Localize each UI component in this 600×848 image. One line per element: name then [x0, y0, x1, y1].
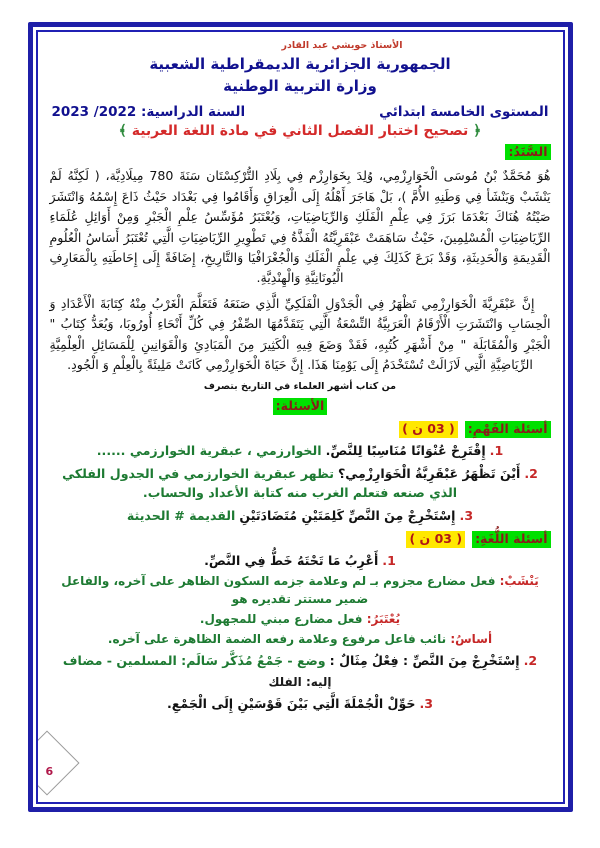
- answer-lead: يُعْتَبَرُ:: [366, 612, 401, 627]
- answer-text: تظهر عبقرية الخوارزمي في الجدول الفلكي الذي صنعه فتعلم الغرب منه كتابة الأعداد والحساب.: [62, 465, 458, 501]
- language-answer-1c: [48, 630, 553, 648]
- questions-header-label: الأسئلة:: [273, 398, 328, 415]
- sanad-paragraph-1: هُوَ مُحَمَّدٌ بْنُ مُوسَى الْخَوَارِزْمِي، وُلِدَ بِخَوَارِزْم فِي بِلَادِ التُّرْكِسْتَان سَنَةَ 780 مِيلَادِيَّة، ( لَكِنَّهُ لَمْ يَنْشَبْ وَيَنْشَأ فِي وَطَنِهِ الأُمَّ )، بَلْ هَاجَرَ أَهْلُهُ إِلَى الْعِرَاقِ وَأَقَامُوا فِي بَغْدَاد حَيْثُ ذَاعَ إِسْمُهُ وَانْتَشَرَ صَيْتُهُ هُنَاكَ بَعْدَمَا بَرَزَ فِي عِلْمِ الْفَلَكِ وَالرِّيَاضِيَاتِ، وَيُعْتَبَرُ مُؤَسِّسُ عِلْمِ الْجَبْرِ وَمِنْ أَوَائِلِ عُلَمَاءِ الرِّيَاضِيَاتِ الْمُسْلِمِينَ، حَيْثُ سَاهَمَتْ عَبْقَرِيَّتُهُ الْفَذَّةُ فِي تَطْوِيرِ الرِّيَاضِيَاتِ الَّتِي تُعْتَبَرُ أَسَاسُ الْعُلُومِ الْقَدِيمَةِ وَالْحَدِيثَةِ، وَقَدْ بَرَعَ كَذَلِكَ فِي عِلْمِ الْفَلَكِ وَالْجُغْرَافْيَا وَالتَّارِيخِ، إِضَافَةً إِلَى إِحَاطَتِهِ بِالْمَعَارِفِ الْيُونَانِيَّةِ وَالْهِنْدِيَّةِ.: [49, 168, 551, 286]
- exam-title-text: تصحيح اختبار الفصل الثاني في مادة اللغة العربية: [131, 122, 469, 139]
- answer-text: الخوارزمي ، عبقرية الخوارزمي ......: [96, 443, 322, 459]
- comprehension-label: أسئلة الفَهْمِ:: [465, 421, 551, 438]
- question-text: إِسْتَخْرِجْ مِنَ النَّصِّ كَلِمَتَيْنِ مُتَضَادَتَيْنِ: [239, 507, 456, 523]
- sanad-paragraph-2: إِنَّ عَبْقَرِيَّةَ الْخَوَارِزْمِي تَظْهَرُ فِي الْجَدْوَلِ الْفَلَكِيِّ الَّذِي صَنَعَهُ فَتَعَلَّمَ الْغَرْبُ مِنْهُ كِتَابَةَ الْأَعْدَادِ وَ الْحِسَابِ وَانْتَشَرَتِ الْأَرْقَامُ الْعَرَبِيَّةُ التِّسْعَةُ الَّتِي يَتَقَدَّمُهَا الصِّفْرُ فِي كُلِّ أَنْحَاءِ أُورُوبَا، وَيُعَدُّ كِتَابُ " الْجَبْرِ وَالْمُقَابَلَة " مِنْ أَشْهَرِ كُتُبِهِ، فَقَدْ وَضَعَ فِيهِ الْكَثِيرَ مِنَ الْمَبَادِئِ وَالْقَوَانِينِ لِلْمَسَائِلِ الْعِلْمِيَّةِ الرِّيَاضِيَّةِ الَّتِي لَازَالَتْ تُسْتَخْدَمُ إِلَى يَوْمِنَا هَذَا. إِنَّ حَيَاةَ الْخَوَارِزْمِي كَانَتْ مَلِيئَةً بِالْعِلْمِ وَ الْجُودِ.: [49, 295, 551, 372]
- answer-text: وضع - جَمْعُ مُذَكَّر سَالَم: المسلمين - مضاف: [62, 653, 326, 669]
- language-points: ( 03 ن ): [406, 531, 465, 548]
- question-text: أَعْرِبُ مَا تَحْتَهُ خَطُّ فِي النَّصِّ.: [204, 552, 379, 568]
- answer-text: القديمة # الحديثة: [126, 507, 236, 523]
- page-corner-fold: [36, 730, 80, 795]
- comprehension-question-2: [48, 464, 553, 503]
- question-number: 1.: [489, 443, 504, 459]
- bracket-close-icon: ﴾: [118, 122, 127, 139]
- header-republic-line: الجمهورية الجزائرية الديمقراطية الشعبية: [149, 55, 451, 73]
- decorative-frame-inner: [36, 30, 565, 804]
- answer-body: فعل مضارع مجزوم بـ لم وعلامة جزمه السكون الظاهر على آخره، والفاعل ضمير مستتر تقديره هو: [61, 574, 496, 607]
- question-text: إِقْتَرِحْ عُنْوَانًا مُنَاسِبًا لِلنَّصِّ.: [325, 443, 486, 459]
- sanad-label: السَّنَدُ:: [505, 144, 550, 161]
- document-content: [38, 32, 563, 802]
- comprehension-header-row: [48, 421, 553, 438]
- comprehension-question-1: [48, 441, 553, 461]
- language-header-row: [48, 531, 553, 548]
- language-answer-1b: [48, 610, 553, 628]
- language-question-1: [48, 551, 553, 571]
- answer-lead: أساسُ:: [450, 632, 493, 647]
- language-answer-2-tail: [48, 673, 553, 691]
- language-label: أسئلة اللُّغَةِ:: [472, 531, 550, 548]
- meta-row: [48, 104, 553, 120]
- answer-lead: يَنْشَبْ:: [499, 574, 539, 589]
- bracket-open-icon: ﴿: [473, 122, 482, 139]
- exam-title: [48, 123, 553, 139]
- question-number: 2.: [523, 653, 538, 669]
- language-question-3: [48, 694, 553, 714]
- school-year: السنة الدراسية: 2022/ 2023: [51, 103, 246, 120]
- questions-header-row: [48, 398, 553, 415]
- header-ministry-line: وزارة التربية الوطنية: [223, 76, 377, 95]
- question-text: إِسْتَخْرِجْ مِنَ النَّصِّ : فِعْلُ مِثَالٌ :: [329, 653, 520, 669]
- page-number: 6: [45, 765, 54, 778]
- answer-body: فعل مضارع مبني للمجهول.: [199, 612, 363, 627]
- school-level: المستوى الخامسة ابتدائي: [379, 103, 549, 120]
- teacher-credit: الأستاذ حويشي عبد القادر: [281, 40, 403, 51]
- question-text: أَيْنَ تَظْهَرُ عَبْقَرِيَّةُ الْخَوَارِزْمِي؟: [337, 465, 521, 481]
- question-number: 1.: [382, 552, 396, 568]
- language-answer-1a: [48, 572, 553, 608]
- question-number: 3.: [419, 696, 433, 711]
- question-text: حَوِّلْ الْجُمْلَةَ الَّتِي بَيْنَ قَوْسَيْنِ إِلَى الْجَمْعِ.: [167, 696, 416, 711]
- comprehension-question-3: [48, 506, 553, 526]
- sanad-label-row: [48, 144, 553, 161]
- question-number: 2.: [524, 465, 538, 481]
- sanad-source-note: من كتاب أشهر العلماء في التاريخ بتصرف: [203, 381, 397, 393]
- language-question-2: [48, 651, 553, 671]
- answer-body: الفلك: [268, 675, 302, 689]
- answer-lead: إليه:: [305, 675, 332, 689]
- answer-body: نائب فاعل مرفوع وعلامة رفعه الضمة الظاهرة على آخره.: [107, 632, 447, 647]
- comprehension-points: ( 03 ن ): [399, 421, 458, 438]
- question-number: 3.: [459, 507, 474, 523]
- decorative-frame-outer: [28, 22, 573, 812]
